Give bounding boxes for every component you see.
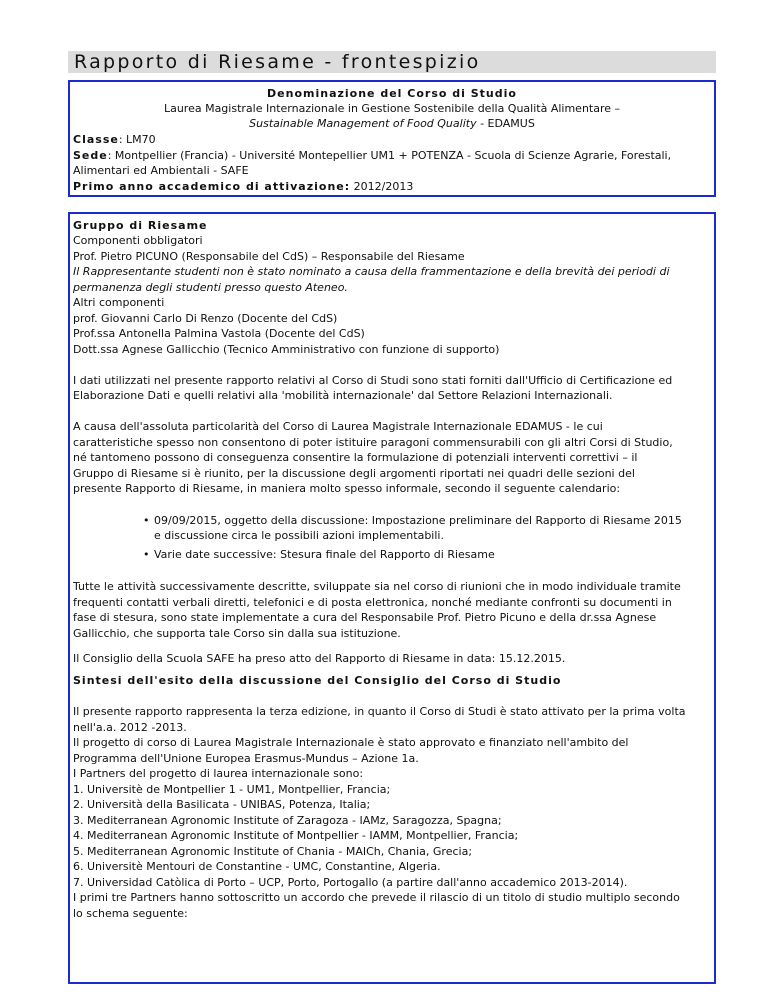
para1-line: Elaborazione Dati e quelli relativi alla 'mobilità internazionale' dal Settore Relazioni Internazionali. [73, 389, 613, 402]
gruppo-italic-note: permanenza degli studenti presso questo Ateneo. [73, 281, 348, 294]
riesame-box [68, 212, 716, 984]
sede-value-2: Alimentari ed Ambientali - SAFE [73, 164, 249, 177]
sintesi-title: Sintesi dell'esito della discussione del Consiglio del Corso di Studio [73, 674, 562, 687]
title-bar [68, 51, 716, 73]
sede-value-1: : Montpellier (Francia) - Université Montepellier UM1 + POTENZA - Scuola di Scienze Agrarie, Forestali, [107, 149, 672, 162]
primo-anno-label: Primo anno accademico di attivazione: [73, 180, 351, 193]
sintesi-list-item: 2. Università della Basilicata - UNIBAS, Potenza, Italia; [73, 798, 371, 811]
bullet-1-line: e discussione circa le possibili azioni implementabili. [154, 529, 444, 542]
para1-line: I dati utilizzati nel presente rapporto relativi al Corso di Studi sono stati forniti dall'Ufficio di Certificazione ed [73, 374, 673, 387]
sintesi-line: I Partners del progetto di laurea internazionale sono: [73, 767, 364, 780]
denominazione-label: Denominazione del Corso di Studio [267, 87, 517, 100]
para2-line: né tantomeno possono di conseguenza consentire la formulazione di potenziali interventi correttivi – il [73, 451, 638, 464]
sede-label: Sede [73, 149, 108, 162]
para2-line: presente Rapporto di Riesame, in maniera molto spesso informale, secondo il seguente calendario: [73, 482, 621, 495]
para2-line: caratteristiche spesso non consentono di poter istituire paragoni commensurabili con gli altri Corsi di Studio, [73, 436, 673, 449]
para2-line: Gruppo di Riesame si è riunito, per la discussione degli argomenti riportati nei quadri delle sezioni del [73, 467, 635, 480]
altri-line: prof. Giovanni Carlo Di Renzo (Docente del CdS) [73, 312, 338, 325]
course-acronym: - EDAMUS [476, 117, 535, 130]
course-info-box [68, 80, 716, 197]
bullet-2-line: Varie date successive: Stesura finale del Rapporto di Riesame [154, 548, 495, 561]
sintesi-line: Programma dell'Unione Europea Erasmus-Mundus – Azione 1a. [73, 752, 419, 765]
classe-line [73, 133, 156, 147]
sintesi-line: Il progetto di corso di Laurea Magistrale Internazionale è stato approvato e finanziato nell'ambito del [73, 736, 629, 749]
sintesi-list-item: 5. Mediterranean Agronomic Institute of Chania - MAICh, Chania, Grecia; [73, 845, 473, 858]
primo-anno-line [73, 180, 413, 194]
sintesi-line: lo schema seguente: [73, 907, 188, 920]
sintesi-list-item: 6. Universitè Mentouri de Constantine - UMC, Constantine, Algeria. [73, 860, 441, 873]
altri-line: Prof.ssa Antonella Palmina Vastola (Docente del CdS) [73, 327, 365, 340]
sintesi-line: I primi tre Partners hanno sottoscritto un accordo che prevede il rilascio di un titolo di studio multiplo secondo [73, 891, 680, 904]
bullet-dot: • [143, 548, 150, 561]
sede-line [73, 149, 671, 163]
para2-line: A causa dell'assoluta particolarità del Corso di Laurea Magistrale Internazionale EDAMUS - le cui [73, 420, 603, 433]
sintesi-line: Il presente rapporto rappresenta la terza edizione, in quanto il Corso di Studi è stato attivato per la prima volta [73, 705, 686, 718]
para3-line: Gallicchio, che supporta tale Corso sin dalla sua istituzione. [73, 627, 401, 640]
course-name-line1: Laurea Magistrale Internazionale in Gestione Sostenibile della Qualità Alimentare – [163, 102, 621, 115]
bullet-1-line: 09/09/2015, oggetto della discussione: Impostazione preliminare del Rapporto di Riesame 2015 [154, 514, 682, 527]
sintesi-list-item: 4. Mediterranean Agronomic Institute of Montpellier - IAMM, Montpellier, Francia; [73, 829, 519, 842]
page-title: Rapporto di Riesame - frontespizio [74, 51, 481, 73]
sintesi-list-item: 7. Universidad Catòlica di Porto – UCP, Porto, Portogallo (a partire dall'anno accademico 2013-2014). [73, 876, 628, 889]
para4-line: Il Consiglio della Scuola SAFE ha preso atto del Rapporto di Riesame in data: 15.12.2015. [73, 652, 566, 665]
para3-line: fase di stesura, sono state implementate a cura del Responsabile Prof. Pietro Picuno e della dr.ssa Agnese [73, 611, 657, 624]
bullet-dot: • [143, 514, 150, 527]
course-english-name: Sustainable Management of Food Quality [249, 117, 477, 130]
sintesi-list-item: 1. Universitè de Montpellier 1 - UM1, Montpellier, Francia; [73, 783, 391, 796]
gruppo-title: Gruppo di Riesame [73, 219, 208, 232]
gruppo-line: Prof. Pietro PICUNO (Responsabile del CdS) – Responsabile del Riesame [73, 250, 465, 263]
para3-line: frequenti contatti verbali diretti, telefonici e di posta elettronica, nonché mediante confronti su documenti in [73, 596, 672, 609]
gruppo-line: Componenti obbligatori [73, 234, 203, 247]
para3-line: Tutte le attività successivamente descritte, sviluppate sia nel corso di riunioni che in modo individuale tramite [73, 580, 681, 593]
altri-line: Dott.ssa Agnese Gallicchio (Tecnico Amministrativo con funzione di supporto) [73, 343, 500, 356]
sintesi-list-item: 3. Mediterranean Agronomic Institute of Zaragoza - IAMz, Saragozza, Spagna; [73, 814, 502, 827]
altri-line: Altri componenti [73, 296, 165, 309]
course-name-line2 [70, 117, 714, 131]
classe-label: Classe [73, 133, 119, 146]
sintesi-line: nell'a.a. 2012 -2013. [73, 721, 187, 734]
gruppo-italic-note: Il Rappresentante studenti non è stato nominato a causa della frammentazione e della brevità dei periodi di [73, 265, 670, 278]
classe-value: : LM70 [118, 133, 156, 146]
primo-anno-value: 2012/2013 [350, 180, 414, 193]
